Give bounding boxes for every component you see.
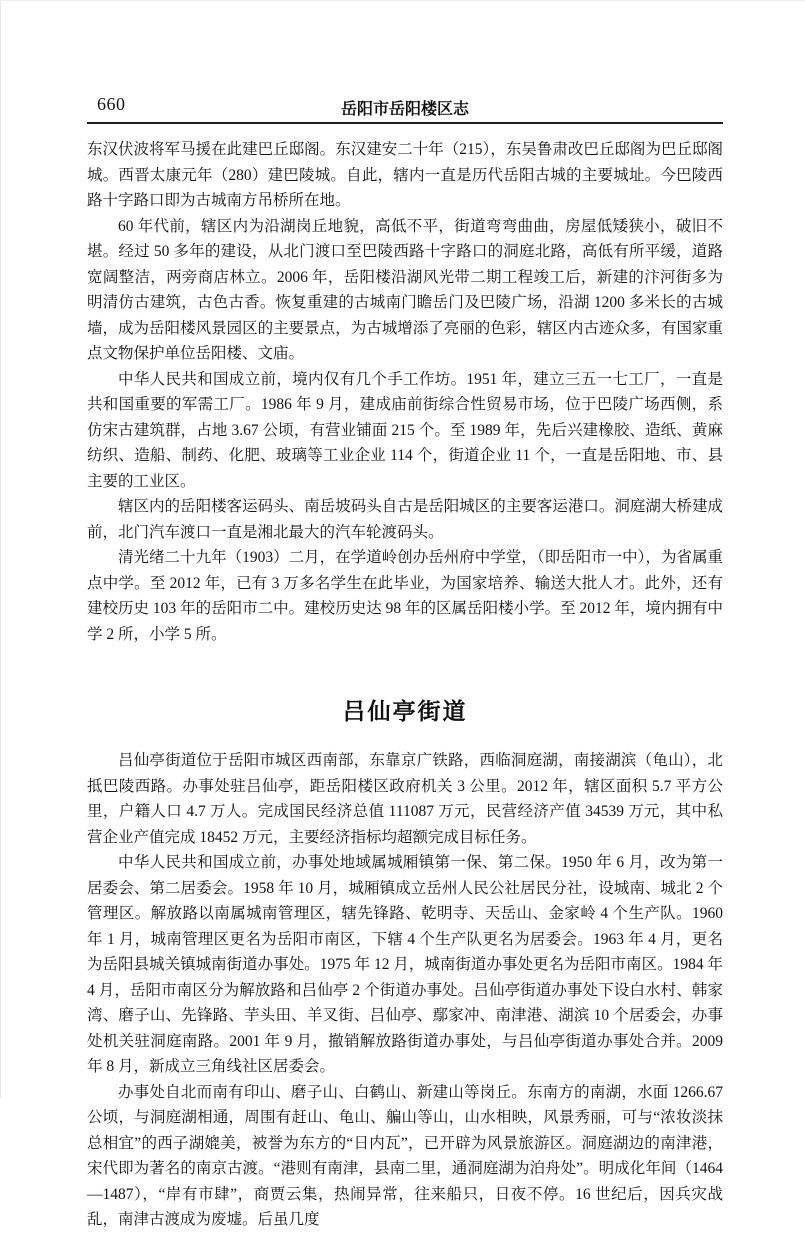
page-content — [87, 1, 723, 1233]
paragraph: 东汉伏波将军马援在此建巴丘邸阁。东汉建安二十年（215），东吴鲁肃改巴丘邸阁为巴丘邸阁城。西晋太康元年（280）建巴陵城。自此，辖内一直是历代岳阳古城的主要城址。今巴陵西路十字路口即为古城南方吊桥所在地。 — [87, 141, 723, 209]
book-title: 岳阳市岳阳楼区志 — [340, 101, 469, 118]
paragraph: 中华人民共和国成立前，境内仅有几个手工作坊。1951 年，建立三五一七工厂，一直是共和国重要的军需工厂。1986 年 9 月，建成庙前街综合性贸易市场，位于巴陵广场西侧，系仿宋古建筑群，占地 3.67 公顷，有营业铺面 215 个。至 1989 年，先后兴建橡胶、造纸、黄麻纺织、造船、制药、化肥、玻璃等工业企业 114 个，街道企业 11 个，一直是岳阳地、市、县主要的工业区。 — [87, 370, 723, 490]
running-head — [87, 94, 723, 120]
header-rule — [87, 122, 723, 124]
paragraph: 办事处自北而南有印山、磨子山、白鹤山、新建山等岗丘。东南方的南湖，水面 1266.67 公顷，与洞庭湖相通，周围有赶山、龟山、艑山等山，山水相映，风景秀丽，可与“浓妆淡抹总相宜”的西子湖媲美，被誉为东方的“日内瓦”，已开辟为风景旅游区。洞庭湖边的南津港，宋代即为著名的南京古渡。“港则有南津，县南二里，通洞庭湖为泊舟处”。明成化年间（1464—1487），“岸有市肆”，商贾云集，热闹异常，往来船只，日夜不停。16 世纪后，因兵灾战乱，南津古渡成为废墟。后虽几度 — [87, 1083, 723, 1228]
paragraph: 辖区内的岳阳楼客运码头、南岳坡码头自古是岳阳城区的主要客运港口。洞庭湖大桥建成前，北门汽车渡口一直是湘北最大的汽车轮渡码头。 — [87, 498, 723, 541]
paragraph: 吕仙亭街道位于岳阳市城区西南部，东靠京广铁路，西临洞庭湖，南接湖滨（龟山），北抵巴陵西路。办事处驻吕仙亭，距岳阳楼区政府机关 3 公里。2012 年，辖区面积 5.7 平方公里，户籍人口 4.7 万人。完成国民经济总值 111087 万元，民营经济产值 34539 万元，其中私营企业产值完成 18452 万元，主要经济指标均超额完成目标任务。 — [87, 752, 723, 846]
page-number: 660 — [97, 94, 126, 114]
section-text-block — [87, 748, 723, 1233]
paragraph: 中华人民共和国成立前，办事处地域属城厢镇第一保、第二保。1950 年 6 月，改为第一居委会、第二居委会。1958 年 10 月，城厢镇成立岳州人民公社居民分社，设城南、城北 2 个管理区。解放路以南属城南管理区，辖先锋路、乾明寺、天岳山、金家岭 4 个生产队。1960 年 1 月，城南管理区更名为岳阳市南区，下辖 4 个生产队更名为居委会。1963 年 4 月，更名为岳阳县城关镇城南街道办事处。1975 年 12 月，城南街道办事处更名为岳阳市南区。1984 年 4 月，岳阳市南区分为解放路和吕仙亭 2 个街道办事处。吕仙亭街道办事处下设白水村、韩家湾、磨子山、先锋路、芋头田、羊叉街、吕仙亭、鄢家冲、南津港、湖滨 10 个居委会，办事处机关驻洞庭南路。2001 年 9 月，撤销解放路街道办事处，与吕仙亭街道办事处合并。2009 年 8 月，新成立三角线社区居委会。 — [87, 854, 723, 1075]
intro-text-block — [87, 137, 723, 647]
paragraph: 60 年代前，辖区内为沿湖岗丘地貌，高低不平，街道弯弯曲曲，房屋低矮狭小，破旧不堪。经过 50 多年的建设，从北门渡口至巴陵西路十字路口的洞庭北路，高低有所平缓，道路宽阔整洁，两旁商店林立。2006 年，岳阳楼沿湖风光带二期工程竣工后，新建的汴河街多为明清仿古建筑，古色古香。恢复重建的古城南门瞻岳门及巴陵广场，沿湖 1200 多米长的古城墙，成为岳阳楼风景园区的主要景点，为古城增添了亮丽的色彩，辖区内古迹众多，有国家重点文物保护单位岳阳楼、文庙。 — [87, 217, 723, 362]
section-heading: 吕仙亭街道 — [342, 698, 468, 724]
paragraph: 清光绪二十九年（1903）二月，在学道岭创办岳州府中学堂，（即岳阳市一中），为省属重点中学。至 2012 年，已有 3 万多名学生在此毕业，为国家培养、输送大批人才。此外，还有建校历史 103 年的岳阳市二中。建校历史达 98 年的区属岳阳楼小学。至 2012 年，境内拥有中学 2 所，小学 5 所。 — [87, 549, 723, 643]
